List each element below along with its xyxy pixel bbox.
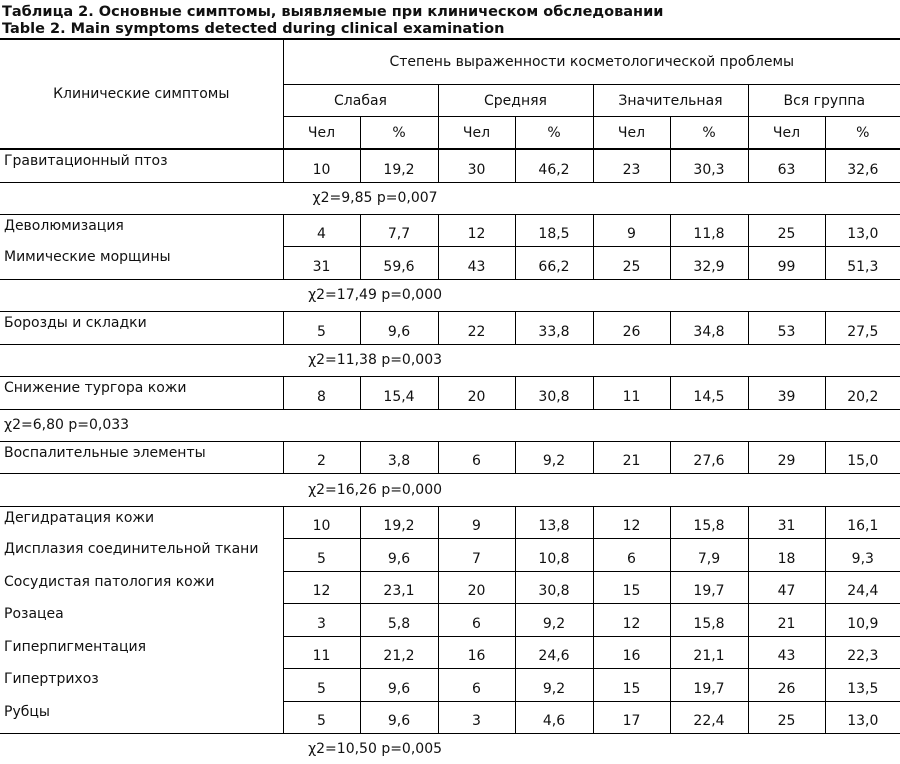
caption-en: Table 2. Main symptoms detected during clinical examination: [2, 21, 505, 37]
table-row: [0, 376, 900, 409]
chi-square-stat: χ2=10,50 p=0,005: [308, 740, 443, 757]
count-cell: 16: [438, 636, 515, 668]
percent-cell: 20,2: [825, 376, 900, 409]
percent-cell: 13,5: [825, 668, 900, 701]
header-unit: %: [825, 117, 900, 150]
percent-cell: 19,2: [360, 149, 438, 182]
table-row: [0, 668, 900, 701]
count-cell: 53: [748, 311, 825, 344]
percent-cell: 51,3: [825, 246, 900, 279]
symptom-name: Гиперпигментация: [0, 636, 283, 668]
count-cell: 31: [748, 506, 825, 538]
percent-cell: 7,9: [670, 538, 748, 571]
table-row: [0, 538, 900, 571]
count-cell: 3: [438, 701, 515, 733]
percent-cell: 19,7: [670, 571, 748, 603]
percent-cell: 32,6: [825, 149, 900, 182]
symptom-name: Сосудистая патология кожи: [0, 571, 283, 603]
symptom-name: Дисплазия соединительной ткани: [0, 538, 283, 571]
percent-cell: 22,3: [825, 636, 900, 668]
percent-cell: 15,8: [670, 603, 748, 636]
count-cell: 4: [283, 214, 360, 246]
header-group-total: Вся группа: [748, 85, 900, 117]
count-cell: 29: [748, 441, 825, 473]
count-cell: 25: [748, 214, 825, 246]
percent-cell: 14,5: [670, 376, 748, 409]
percent-cell: 9,2: [515, 603, 593, 636]
count-cell: 12: [283, 571, 360, 603]
header-unit: %: [670, 117, 748, 150]
count-cell: 6: [438, 441, 515, 473]
count-cell: 15: [593, 571, 670, 603]
count-cell: 15: [593, 668, 670, 701]
table-row: [0, 214, 900, 246]
chi-square-stat: χ2=6,80 p=0,033: [0, 409, 900, 441]
count-cell: 11: [593, 376, 670, 409]
chi-square-row: [0, 279, 900, 311]
chi-square-row: [0, 182, 900, 214]
percent-cell: 9,2: [515, 668, 593, 701]
symptoms-table: [0, 38, 900, 764]
count-cell: 6: [438, 603, 515, 636]
percent-cell: 3,8: [360, 441, 438, 473]
count-cell: 9: [438, 506, 515, 538]
chi-square-stat: χ2=9,85 p=0,007: [0, 182, 900, 214]
percent-cell: 23,1: [360, 571, 438, 603]
chi-square-stat: χ2=17,49 p=0,000: [0, 279, 900, 311]
percent-cell: 34,8: [670, 311, 748, 344]
percent-cell: 10,9: [825, 603, 900, 636]
header-unit: Чел: [593, 117, 670, 150]
header-unit: %: [515, 117, 593, 150]
header-group-medium: Средняя: [438, 85, 593, 117]
table-row: [0, 636, 900, 668]
count-cell: 6: [438, 668, 515, 701]
count-cell: 7: [438, 538, 515, 571]
header-severity: Степень выраженности косметологической проблемы: [283, 39, 900, 85]
count-cell: 10: [283, 506, 360, 538]
chi-square-row: [0, 733, 900, 764]
percent-cell: 13,0: [825, 214, 900, 246]
count-cell: 26: [748, 668, 825, 701]
header-symptoms: Клинические симптомы: [0, 39, 283, 149]
percent-cell: 13,0: [825, 701, 900, 733]
percent-cell: 16,1: [825, 506, 900, 538]
percent-cell: 22,4: [670, 701, 748, 733]
header-group-weak: Слабая: [283, 85, 438, 117]
count-cell: 20: [438, 376, 515, 409]
header-group-significant: Значительная: [593, 85, 748, 117]
count-cell: 20: [438, 571, 515, 603]
chi-square-row: [0, 344, 900, 376]
header-unit: %: [360, 117, 438, 150]
percent-cell: 9,3: [825, 538, 900, 571]
percent-cell: 19,7: [670, 668, 748, 701]
percent-cell: 13,8: [515, 506, 593, 538]
percent-cell: 9,6: [360, 701, 438, 733]
percent-cell: 46,2: [515, 149, 593, 182]
symptom-name: Снижение тургора кожи: [0, 376, 283, 409]
chi-square-stat: χ2=16,26 p=0,000: [0, 473, 900, 506]
table-row: [0, 603, 900, 636]
percent-cell: 11,8: [670, 214, 748, 246]
caption-ru: Таблица 2. Основные симптомы, выявляемые при клиническом обследовании: [2, 4, 664, 20]
symptom-name: Гипертрихоз: [0, 668, 283, 701]
percent-cell: 5,8: [360, 603, 438, 636]
percent-cell: 19,2: [360, 506, 438, 538]
count-cell: 21: [593, 441, 670, 473]
count-cell: 12: [593, 506, 670, 538]
count-cell: 3: [283, 603, 360, 636]
symptom-name: Воспалительные элементы: [0, 441, 283, 473]
symptom-name: Рубцы: [0, 701, 283, 733]
count-cell: 99: [748, 246, 825, 279]
count-cell: 5: [283, 538, 360, 571]
count-cell: 25: [748, 701, 825, 733]
count-cell: 23: [593, 149, 670, 182]
count-cell: 22: [438, 311, 515, 344]
percent-cell: 66,2: [515, 246, 593, 279]
percent-cell: 30,8: [515, 376, 593, 409]
percent-cell: 15,4: [360, 376, 438, 409]
symptom-name: Гравитационный птоз: [0, 149, 283, 182]
table-row: [0, 311, 900, 344]
percent-cell: 32,9: [670, 246, 748, 279]
table-row: [0, 149, 900, 182]
count-cell: 31: [283, 246, 360, 279]
percent-cell: 9,6: [360, 311, 438, 344]
header-unit: Чел: [438, 117, 515, 150]
chi-square-row: [0, 473, 900, 506]
header-unit: Чел: [283, 117, 360, 150]
count-cell: 30: [438, 149, 515, 182]
table-row: [0, 571, 900, 603]
count-cell: 26: [593, 311, 670, 344]
symptom-name: Деволюмизация: [0, 214, 283, 246]
percent-cell: 30,8: [515, 571, 593, 603]
count-cell: 8: [283, 376, 360, 409]
count-cell: 9: [593, 214, 670, 246]
percent-cell: 21,1: [670, 636, 748, 668]
percent-cell: 10,8: [515, 538, 593, 571]
count-cell: 18: [748, 538, 825, 571]
percent-cell: 15,0: [825, 441, 900, 473]
table-row: [0, 246, 900, 279]
count-cell: 21: [748, 603, 825, 636]
header-unit: Чел: [748, 117, 825, 150]
table-caption: [0, 0, 900, 38]
percent-cell: 59,6: [360, 246, 438, 279]
count-cell: 5: [283, 311, 360, 344]
table-row: [0, 441, 900, 473]
percent-cell: 21,2: [360, 636, 438, 668]
percent-cell: 30,3: [670, 149, 748, 182]
count-cell: 63: [748, 149, 825, 182]
symptom-name: Мимические морщины: [0, 246, 283, 279]
percent-cell: 24,6: [515, 636, 593, 668]
count-cell: 16: [593, 636, 670, 668]
symptom-name: Розацеа: [0, 603, 283, 636]
percent-cell: 9,6: [360, 668, 438, 701]
count-cell: 43: [748, 636, 825, 668]
percent-cell: 33,8: [515, 311, 593, 344]
count-cell: 10: [283, 149, 360, 182]
percent-cell: 7,7: [360, 214, 438, 246]
percent-cell: 9,6: [360, 538, 438, 571]
count-cell: 25: [593, 246, 670, 279]
percent-cell: 4,6: [515, 701, 593, 733]
symptom-name: Борозды и складки: [0, 311, 283, 344]
count-cell: 5: [283, 701, 360, 733]
percent-cell: 27,6: [670, 441, 748, 473]
count-cell: 2: [283, 441, 360, 473]
count-cell: 12: [438, 214, 515, 246]
count-cell: 12: [593, 603, 670, 636]
count-cell: 43: [438, 246, 515, 279]
symptom-name: Дегидратация кожи: [0, 506, 283, 538]
table-row: [0, 701, 900, 733]
chi-square-row: [0, 409, 900, 441]
count-cell: 11: [283, 636, 360, 668]
percent-cell: 15,8: [670, 506, 748, 538]
count-cell: 5: [283, 668, 360, 701]
count-cell: 47: [748, 571, 825, 603]
percent-cell: 9,2: [515, 441, 593, 473]
percent-cell: 24,4: [825, 571, 900, 603]
chi-square-stat: χ2=11,38 p=0,003: [0, 344, 900, 376]
count-cell: 17: [593, 701, 670, 733]
percent-cell: 18,5: [515, 214, 593, 246]
count-cell: 6: [593, 538, 670, 571]
table-row: [0, 506, 900, 538]
percent-cell: 27,5: [825, 311, 900, 344]
count-cell: 39: [748, 376, 825, 409]
